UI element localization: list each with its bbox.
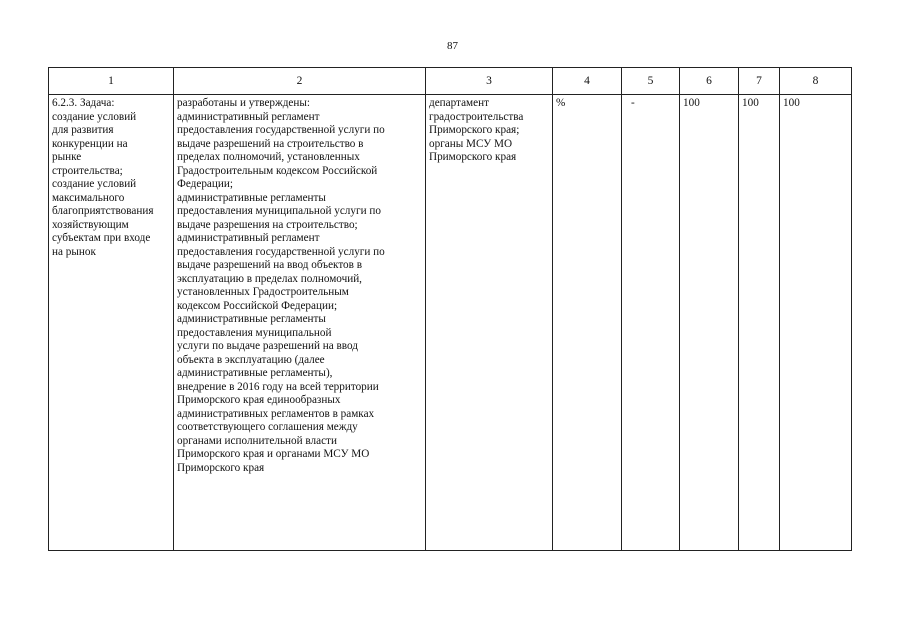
task-cell bbox=[49, 95, 174, 551]
task-line: создание условий bbox=[52, 110, 137, 123]
col6-cell bbox=[680, 95, 739, 551]
header-col-6: 6 bbox=[680, 68, 739, 95]
measures-line: Приморского края единообразных bbox=[177, 394, 341, 406]
page-number: 87 bbox=[447, 40, 458, 52]
task-line: конкуренции на bbox=[52, 137, 128, 150]
executor-line: Приморского края bbox=[429, 151, 517, 163]
task-line: хозяйствующим bbox=[52, 218, 129, 231]
col5-value: - bbox=[631, 97, 635, 109]
task-line: максимального bbox=[52, 191, 125, 204]
executor-line: Приморского края; bbox=[429, 124, 520, 136]
col8-cell bbox=[780, 95, 852, 551]
measures-line: административных регламентов в рамках bbox=[177, 407, 375, 420]
executor-line: департамент bbox=[429, 97, 489, 109]
header-col-2: 2 bbox=[174, 68, 426, 95]
measures-line: административный регламент bbox=[177, 232, 320, 244]
table-row bbox=[49, 95, 852, 551]
col5-cell bbox=[622, 95, 680, 551]
header-col-8: 8 bbox=[780, 68, 852, 95]
task-line: субъектам при входе bbox=[52, 232, 151, 244]
measures-line: услуги по выдаче разрешений на ввод bbox=[177, 340, 358, 352]
measures-line: выдаче разрешений на ввод объектов в bbox=[177, 259, 363, 271]
measures-line: пределах полномочий, установленных bbox=[177, 151, 360, 163]
task-line: создание условий bbox=[52, 178, 137, 190]
measures-line: внедрение в 2016 году на всей территории bbox=[177, 380, 379, 393]
executor-cell bbox=[426, 95, 553, 551]
task-line: рынке bbox=[52, 151, 82, 163]
indicators-table bbox=[48, 67, 852, 551]
measures-line: эксплуатацию в пределах полномочий, bbox=[177, 272, 362, 285]
task-line: для развития bbox=[52, 124, 114, 136]
header-col-7: 7 bbox=[739, 68, 780, 95]
measures-line: установленных Градостроительным bbox=[177, 286, 349, 298]
measures-line: предоставления государственной услуги по bbox=[177, 245, 385, 258]
measures-line: соответствующего соглашения между bbox=[177, 421, 358, 433]
task-line: на рынок bbox=[52, 245, 96, 258]
measures-line: кодексом Российской Федерации; bbox=[177, 299, 338, 312]
measures-line: Градостроительным кодексом Российской bbox=[177, 164, 378, 177]
executor-text bbox=[426, 95, 552, 167]
header-col-5: 5 bbox=[622, 68, 680, 95]
measures-line: административные регламенты bbox=[177, 191, 326, 204]
measures-text bbox=[174, 95, 425, 477]
measures-line: предоставления муниципальной bbox=[177, 326, 332, 339]
executor-line: органы МСУ МО bbox=[429, 137, 513, 150]
measures-line: объекта в эксплуатацию (далее bbox=[177, 353, 325, 366]
measures-line: административные регламенты), bbox=[177, 367, 333, 379]
header-col-4: 4 bbox=[553, 68, 622, 95]
task-text bbox=[49, 95, 173, 261]
col8-value: 100 bbox=[783, 97, 800, 109]
measures-line: разработаны и утверждены: bbox=[177, 97, 311, 109]
unit-cell bbox=[553, 95, 622, 551]
measures-line: Приморского края и органами МСУ МО bbox=[177, 448, 370, 460]
header-col-3: 3 bbox=[426, 68, 553, 95]
task-line: благоприятствования bbox=[52, 205, 154, 217]
col7-cell bbox=[739, 95, 780, 551]
measures-line: выдаче разрешений на строительство в bbox=[177, 137, 364, 150]
col6-value: 100 bbox=[683, 97, 700, 109]
measures-line: Приморского края bbox=[177, 461, 265, 474]
measures-line: Федерации; bbox=[177, 178, 233, 190]
task-line: строительства; bbox=[52, 164, 123, 177]
measures-line: предоставления муниципальной услуги по bbox=[177, 205, 381, 217]
measures-line: административные регламенты bbox=[177, 313, 326, 325]
measures-cell bbox=[174, 95, 426, 551]
unit-value: % bbox=[556, 97, 566, 109]
measures-line: органами исполнительной власти bbox=[177, 434, 337, 447]
measures-line: административный регламент bbox=[177, 110, 320, 123]
task-line: 6.2.3. Задача: bbox=[52, 97, 115, 109]
executor-line: градостроительства bbox=[429, 110, 524, 123]
measures-line: выдаче разрешения на строительство; bbox=[177, 218, 358, 231]
header-row bbox=[49, 68, 852, 95]
header-col-1: 1 bbox=[49, 68, 174, 95]
col7-value: 100 bbox=[742, 97, 759, 109]
measures-line: предоставления государственной услуги по bbox=[177, 124, 385, 136]
